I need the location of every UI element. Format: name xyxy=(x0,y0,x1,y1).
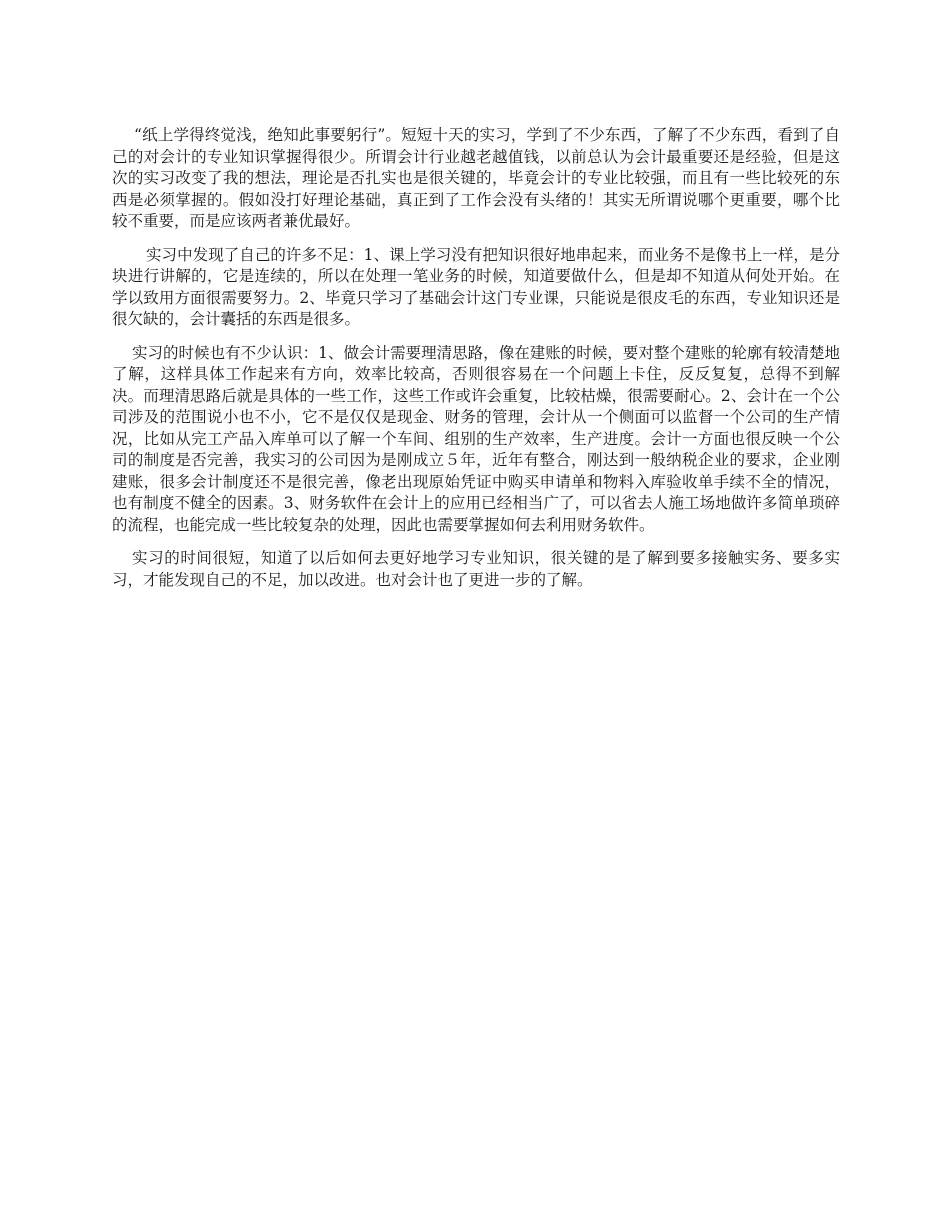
paragraph-1: “纸上学得终觉浅，绝知此事要躬行”。短短十天的实习，学到了不少东西，了解了不少东西，看到了自己的对会计的专业知识掌握得很少。所谓会计行业越老越值钱，以前总认为会计最重要还是经验，但是这次的实习改变了我的想法，理论是否扎实也是很关键的，毕竟会计的专业比较强，而且有一些比较死的东西是必须掌握的。假如没打好理论基础，真正到了工作会没有头绪的！其实无所谓说哪个更重要，哪个比较不重要，而是应该两者兼优最好。 xyxy=(112,126,840,230)
paragraph-3: 实习的时候也有不少认识：1、做会计需要理清思路，像在建账的时候，要对整个建账的轮廓有较清楚地了解，这样具体工作起来有方向，效率比较高，否则很容易在一个问题上卡住，反反复复，总得不到解决。而理清思路后就是具体的一些工作，这些工作或许会重复，比较枯燥，很需要耐心。2、会计在一个公司涉及的范围说小也不小，它不是仅仅是现金、财务的管理，会计从一个侧面可以监督一个公司的生产情况，比如从完工产品入库单可以了解一个车间、组别的生产效率，生产进度。会计一方面也很反映一个公司的制度是否完善，我实习的公司因为是刚成立５年，近年有整合，刚达到一般纳税企业的要求，企业刚建账，很多会计制度还不是很完善，像老出现原始凭证中购买申请单和物料入库验收单手续不全的情况，也有制度不健全的因素。3、财务软件在会计上的应用已经相当广了，可以省去人施工场地做许多简单琐碎的流程，也能完成一些比较复杂的处理，因此也需要掌握如何去利用财务软件。 xyxy=(112,343,840,534)
paragraph-4: 实习的时间很短，知道了以后如何去更好地学习专业知识，很关键的是了解到要多接触实务、要多实习，才能发现自己的不足，加以改进。也对会计也了更进一步的了解。 xyxy=(112,549,840,589)
document-body xyxy=(112,125,840,603)
paragraph-2: 实习中发现了自己的许多不足：1、课上学习没有把知识很好地串起来，而业务不是像书上一样，是分块进行讲解的，它是连续的，所以在处理一笔业务的时候，知道要做什么，但是却不知道从何处开始。在学以致用方面很需要努力。2、毕竟只学习了基础会计这门专业课，只能说是很皮毛的东西，专业知识还是很欠缺的，会计囊括的东西是很多。 xyxy=(112,245,840,328)
